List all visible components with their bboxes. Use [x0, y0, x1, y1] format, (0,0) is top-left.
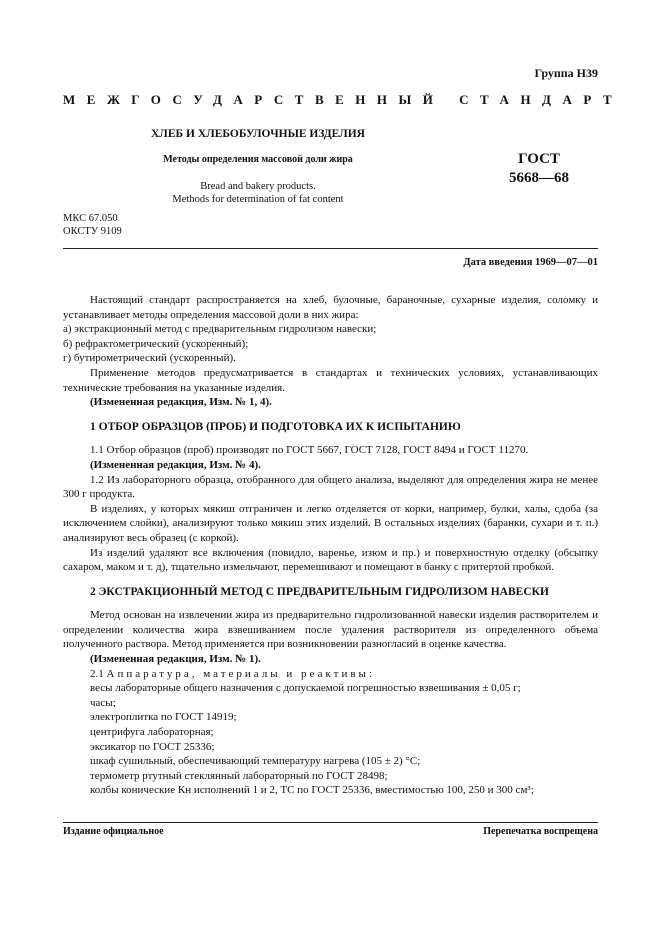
clause-1-2: 1.2 Из лабораторного образца, отобранного для общего анализа, выделяют для определения жира не менее 300 г продукта. [63, 473, 598, 501]
clause-1-2-paragraph-2: В изделиях, у которых мякиш отграничен и легко отделяется от корки, например, булки, халы, сдоба (за исключением слойки), анализируют только мякиш этих изделий. В остальных изделиях (баранки, сухари и т. п.) анализируют весь образец (с коркой). [63, 502, 598, 544]
equipment-item: эксикатор по ГОСТ 25336; [90, 740, 215, 753]
gost-number: 5668—68 [509, 170, 569, 186]
equipment-item: весы лабораторные общего назначения с допускаемой погрешностью взвешивания ± 0,05 г; [90, 682, 521, 695]
method-a: а) экстракционный метод с предварительным гидролизом навески; [63, 323, 377, 336]
amendment-note: (Измененная редакция, Изм. № 1). [90, 653, 261, 666]
equipment-item: центрифуга лабораторная; [90, 726, 214, 739]
footer-official-edition: Издание официальное [63, 826, 164, 837]
amendment-note: (Измененная редакция, Изм. № 4). [90, 458, 261, 471]
section-2-intro: Метод основан на извлечении жира из предварительно гидролизованной навески изделия растворителем и определении количества жира взвешиванием после удаления растворителя из определенного объема полученного раствора. Метод применяется при возникновении разногласий в оценке качества. [63, 609, 598, 651]
english-title [63, 180, 453, 206]
method-b: б) рефрактометрический (ускоренный); [63, 337, 249, 350]
interstate-standard-heading: МЕЖГОСУДАРСТВЕННЫЙ СТАНДАРТ [63, 92, 624, 107]
divider [63, 248, 598, 249]
paragraph-application: Применение методов предусматривается в стандартах и технических условиях, устанавливающих технические требования на указанные изделия. [63, 366, 598, 394]
gost-label: ГОСТ [518, 151, 560, 167]
equipment-item: термометр ртутный стеклянный лабораторный по ГОСТ 28498; [90, 769, 388, 782]
document-subtitle: Методы определения массовой доли жира [163, 154, 353, 165]
section-2-heading: 2 ЭКСТРАКЦИОННЫЙ МЕТОД С ПРЕДВАРИТЕЛЬНЫМ ГИДРОЛИЗОМ НАВЕСКИ [90, 585, 549, 598]
equipment-item: колбы конические Кн исполнений 1 и 2, ТС по ГОСТ 25336, вместимостью 100, 250 и 300 см³; [90, 784, 534, 797]
mks-code: МКС 67.050 [63, 213, 118, 224]
group-code: Группа Н39 [534, 66, 598, 80]
english-title-line-1: Bread and bakery products. [200, 181, 316, 192]
clause-2-1-title: Аппаратура, материалы и реактивы: [106, 667, 375, 680]
amendment-note: (Измененная редакция, Изм. № 1, 4). [90, 396, 272, 409]
footer-divider [63, 822, 598, 823]
equipment-item: шкаф сушильный, обеспечивающий температуру нагрева (105 ± 2) °С; [90, 755, 421, 768]
introduction-date: Дата введения 1969—07—01 [463, 257, 598, 268]
clause-2-1-number: 2.1 [90, 667, 104, 680]
gost-designation [480, 150, 598, 188]
method-g: г) бутирометрический (ускоренный). [63, 352, 236, 365]
document-title: ХЛЕБ И ХЛЕБОБУЛОЧНЫЕ ИЗДЕЛИЯ [151, 128, 365, 140]
paragraph-intro: Настоящий стандарт распространяется на хлеб, булочные, бараночные, сухарные изделия, соломку и устанавливает методы определения массовой доли в них жира: [63, 294, 598, 321]
okstu-code: ОКСТУ 9109 [63, 226, 122, 237]
equipment-item: электроплитка по ГОСТ 14919; [90, 711, 237, 724]
section-1-heading: 1 ОТБОР ОБРАЗЦОВ (ПРОБ) И ПОДГОТОВКА ИХ К ИСПЫТАНИЮ [90, 420, 461, 433]
clause-1-1: 1.1 Отбор образцов (проб) производят по ГОСТ 5667, ГОСТ 7128, ГОСТ 8494 и ГОСТ 11270. [90, 444, 529, 457]
equipment-item: часы; [90, 696, 116, 709]
english-title-line-2: Methods for determination of fat content [172, 194, 344, 205]
footer-reprint-prohibited: Перепечатка воспрещена [483, 826, 598, 837]
classification-codes [63, 212, 122, 238]
clause-1-2-paragraph-3: Из изделий удаляют все включения (повидло, варенье, изюм и пр.) и поверхностную отделку (обсыпку сахаром, маком и т. д), тщательно измельчают, перемешивают и помещают в банку с притертой пробкой. [63, 546, 598, 574]
clause-2-1 [63, 667, 598, 682]
document-body [63, 293, 598, 798]
